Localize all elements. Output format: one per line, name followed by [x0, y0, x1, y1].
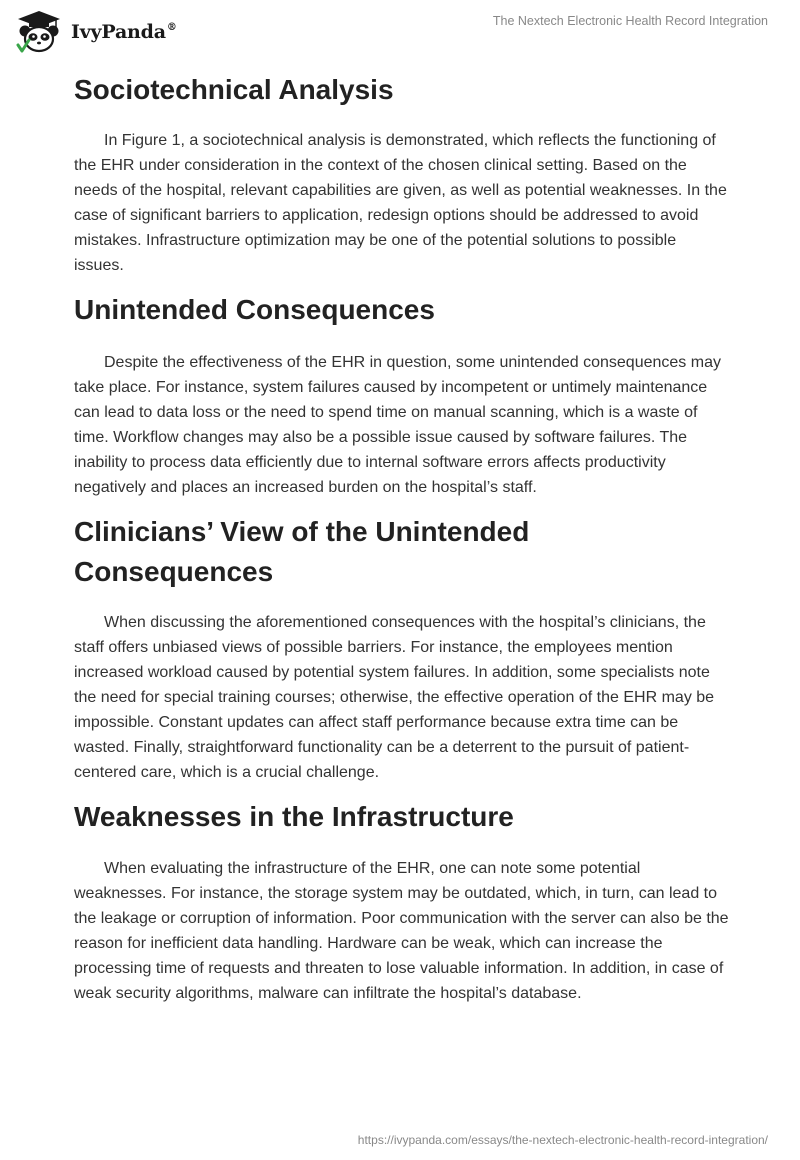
section-paragraph-unintended-consequences: Despite the effectiveness of the EHR in question, some unintended consequences may take place. For instance, system failures caused by incompetent or untimely maintenance can lead to data loss or the need to spend time on manual scanning, which is a waste of time. Workflow changes may also be a possible issue caused by software failures. The inability to process data efficiently due to internal software errors affects productivity negatively and places an increased burden on the hospital’s staff. — [74, 354, 721, 496]
brand-name — [71, 21, 177, 43]
section-paragraph-sociotechnical-analysis: In Figure 1, a sociotechnical analysis is demonstrated, which reflects the functioning of the EHR under consideration in the context of the chosen clinical setting. Based on the needs of the hospital, relevant capabilities are given, as well as potential weaknesses. In the case of significant barriers to application, redesign options should be addressed to avoid mistakes. Infrastructure optimization may be one of the potential solutions to possible issues. — [74, 132, 727, 274]
section-paragraph-clinicians-view: When discussing the aforementioned consequences with the hospital’s clinicians, the staff offers unbiased views of possible barriers. For instance, the employees mention increased workload caused by potential system failures. In addition, some specialists note the need for special training courses; otherwise, the effective operation of the EHR may be impossible. Constant updates can affect staff performance because extra time can be wasted. Finally, straightforward functionality can be a deterrent to the pursuit of patient-centered care, which is a crucial challenge. — [74, 614, 715, 781]
section-heading-infrastructure-weaknesses: Weaknesses in the Infrastructure — [74, 801, 514, 832]
section-heading-unintended-consequences: Unintended Consequences — [74, 294, 435, 325]
source-url[interactable]: https://ivypanda.com/essays/the-nextech-electronic-health-record-integration/ — [357, 1133, 768, 1147]
ivypanda-logo[interactable] — [14, 9, 177, 55]
section-heading-clinicians-view: Clinicians’ View of the Unintended Consequences — [74, 516, 530, 587]
brand-label: IvyPanda — [71, 21, 166, 43]
panda-graduate-icon — [14, 9, 64, 55]
section-paragraph-infrastructure-weaknesses: When evaluating the infrastructure of the EHR, one can note some potential weaknesses. For instance, the storage system may be outdated, which, in turn, can lead to the leakage or corruption of information. Poor communication with the server can also be the reason for inefficient data handling. Hardware can be weak, which can increase the processing time of requests and threaten to lose valuable information. In addition, in case of weak security algorithms, malware can infiltrate the hospital’s database. — [74, 860, 729, 1002]
page-header — [0, 0, 800, 66]
section-heading-sociotechnical-analysis: Sociotechnical Analysis — [74, 74, 394, 105]
document-title: The Nextech Electronic Health Record Integration — [492, 14, 768, 28]
article-content — [74, 70, 730, 1006]
trademark-symbol: ® — [166, 22, 177, 33]
